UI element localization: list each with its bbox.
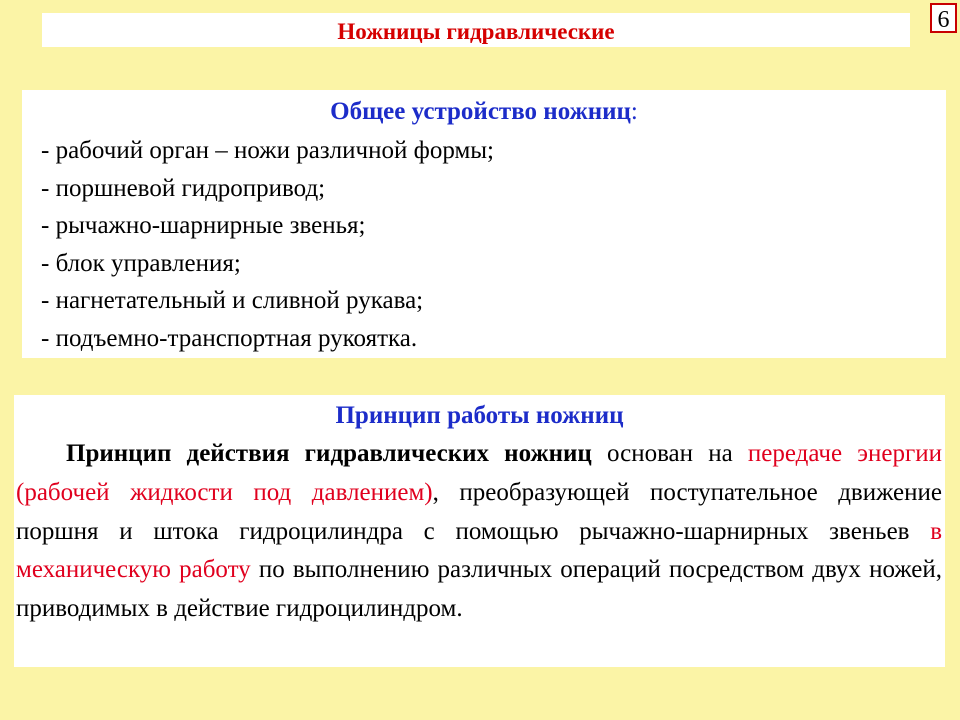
principle-panel <box>14 395 945 667</box>
list-item: - подъемно-транспортная рукоятка. <box>41 324 418 352</box>
principle-text-2: , преобразующей поступательное движение поршня и штока гидроцилиндра с помощью рычажно-шарнирных звеньев <box>16 478 942 545</box>
structure-heading-text: Общее устройство ножниц <box>330 98 631 125</box>
principle-text-3: по выполнению различных операций посредством двух ножей, приводимых в действие гидроцилиндром. <box>16 556 942 623</box>
slide-title: Ножницы гидравлические <box>337 19 615 44</box>
list-item: - нагнетательный и сливной рукава; <box>41 287 424 315</box>
principle-paragraph <box>14 435 945 629</box>
principle-bold-lead: Принцип действия гидравлических ножниц <box>66 440 592 467</box>
principle-highlight-work: в механическую работу <box>16 517 942 584</box>
structure-list <box>22 132 946 358</box>
principle-heading: Принцип работы ножниц <box>335 402 624 429</box>
list-item: - рабочий орган – ножи различной формы; <box>41 137 495 164</box>
structure-heading-colon: : <box>630 98 638 125</box>
principle-highlight-energy: передаче энергии (рабочей жидкости под давлением) <box>16 440 942 506</box>
structure-heading <box>22 92 946 132</box>
list-item: - блок управления; <box>41 249 241 277</box>
page-number: 6 <box>930 3 957 33</box>
list-item: - рычажно-шарнирные звенья; <box>41 212 366 240</box>
principle-text-1: основан на <box>591 440 748 467</box>
title-bar <box>42 13 910 47</box>
structure-panel <box>22 90 946 358</box>
list-item: - поршневой гидропривод; <box>41 174 326 202</box>
